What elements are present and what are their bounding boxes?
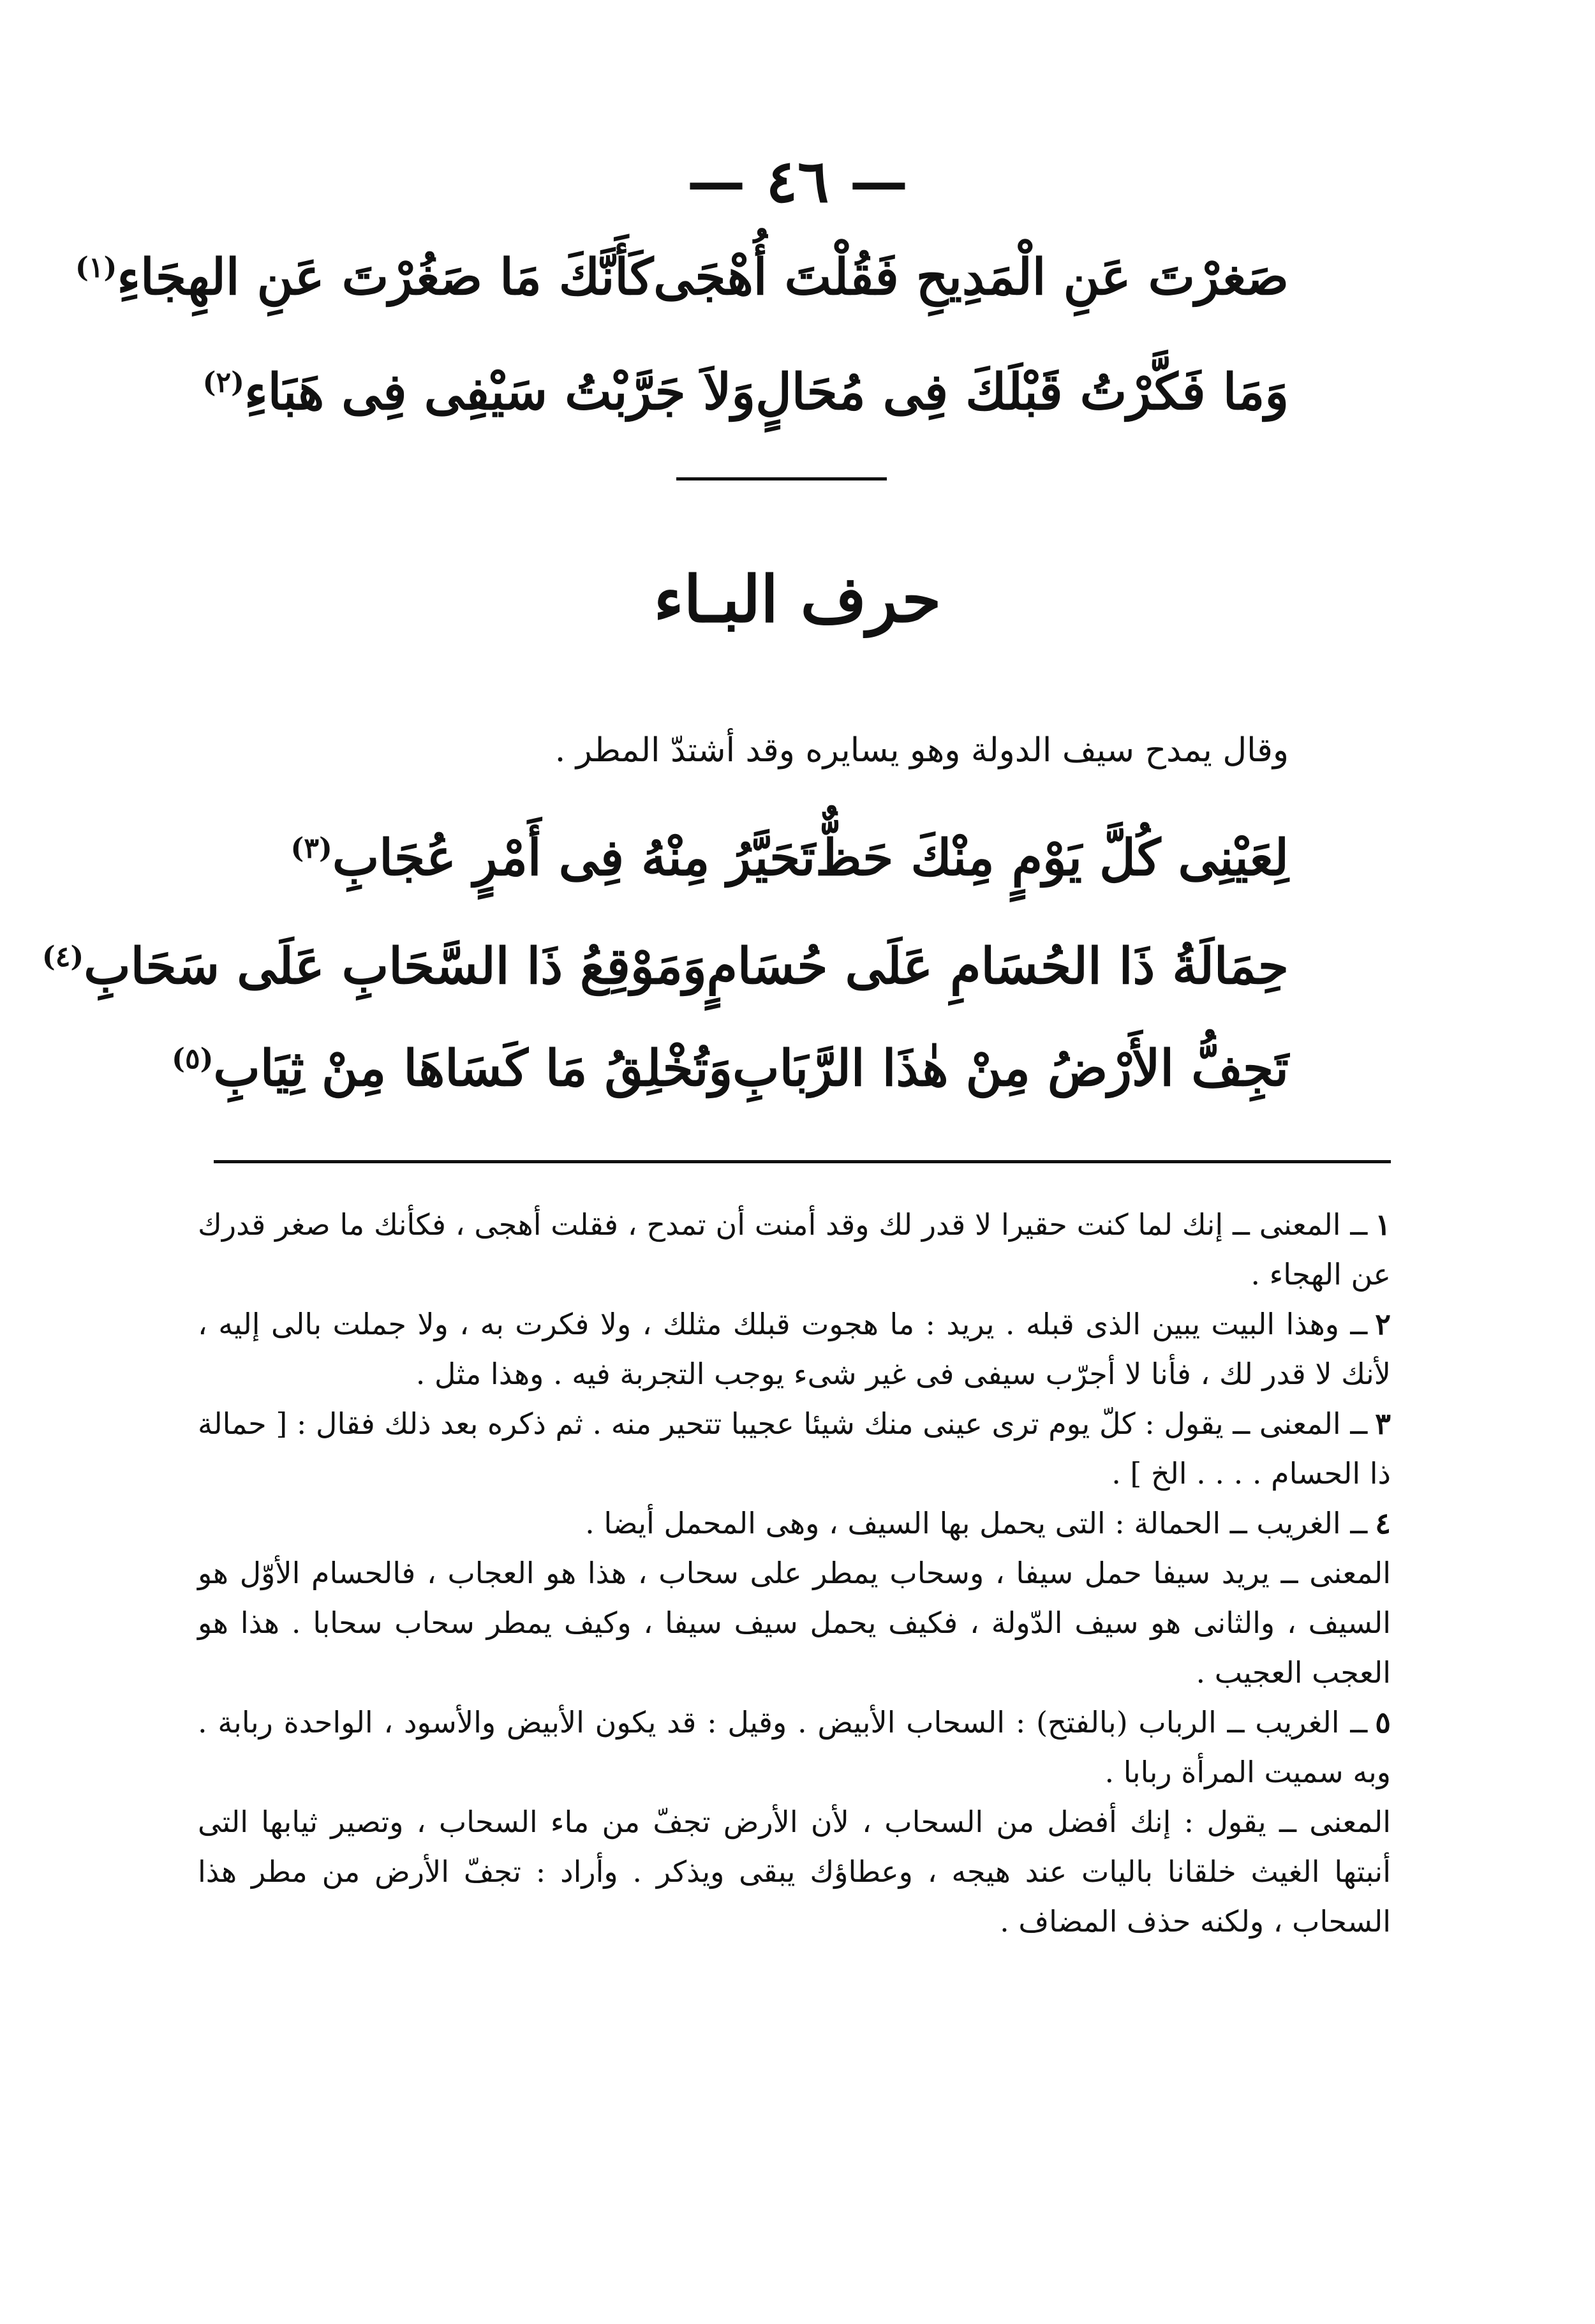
poem-introduction: وقال يمدح سيف الدولة وهو يسايره وقد أشتدّ المطر . [554,731,1289,770]
verse-second-hemistich [203,362,755,422]
footnote [198,1200,1391,1299]
verse-line [75,230,1289,325]
footnote-number: ٥ [1375,1705,1391,1739]
verse-first-hemistich: لِعَيْنِى كُلَّ يَوْمٍ مِنْكَ حَظٌّ [815,829,1289,888]
footnote-number: ١ [1375,1207,1391,1242]
footnote-text: ــ المعنى ــ يقول : كلّ يوم ترى عينى منك شيئا عجيبا تتحير منه . ثم ذكره بعد ذلك فقال : [ حمالة ذا الحسام . . . . الخ ] . [198,1406,1391,1491]
verse-second-hemistich [42,937,707,997]
footnote-divider [214,1160,1391,1163]
page-number: — ٤٦ — [686,147,909,216]
footnote-text: المعنى ــ يريد سيفا حمل سيفا ، وسحاب يمطر على سحاب ، هذا هو العجاب ، فالحسام الأوّل هو السيف ، والثانى هو سيف الدّولة ، فكيف يحمل سيف سيفا ، وكيف يمطر سحاب سحابا . هذا هو العجب العجيب . [198,1556,1391,1690]
hemistich-text: تَحَيَّرُ مِنْهُ فِى أَمْرٍ عُجَابِ [332,829,816,888]
footnote-number: ٤ [1375,1506,1391,1540]
hemistich-text: وَتُخْلِقُ مَا كَسَاهَا مِنْ ثِيَابِ [213,1039,733,1098]
footnote-text: ــ الغريب ــ الرباب (بالفتح) : السحاب الأبيض . وقيل : قد يكون الأبيض والأسود ، الواحدة ربابة . وبه سميت المرأة ربابا . [198,1705,1391,1789]
verse-first-hemistich: صَغرْتَ عَنِ الْمَدِيحِ فَقُلْتَ أُهْجَى [653,248,1289,307]
verse-second-hemistich [172,1039,732,1099]
verse-line [172,1021,1289,1117]
footnote [198,1697,1391,1797]
verse-line [202,345,1289,440]
hemistich-text: كَأَنَّكَ مَا صَغُرْتَ عَنِ الهِجَاءِ [117,248,654,307]
footnotes [198,1200,1391,1946]
hemistich-text: وَلاَ جَرَّبْتُ سَيْفِى فِى هَبَاءِ [244,363,756,422]
verse-first-hemistich: وَمَا فَكَّرْتُ قَبْلَكَ فِى مُحَالٍ [755,363,1289,422]
chapter-heading: حرف البـاء [653,562,942,637]
footnote [198,1299,1391,1399]
footnote-text: ــ المعنى ــ إنك لما كنت حقيرا لا قدر لك وقد أمنت أن تمدح ، فقلت أهجى ، فكأنك ما صغر قدرك عن الهجاء . [198,1207,1391,1292]
footnote-number: ٣ [1375,1406,1391,1441]
verse-first-hemistich: تَجِفُّ الأَرْضُ مِنْ هٰذَا الرَّبَابِ [732,1039,1289,1098]
verse-line [41,919,1289,1015]
footnote-text: المعنى ــ يقول : إنك أفضل من السحاب ، لأن الأرض تجفّ من ماء السحاب ، وتصير ثيابها التى أنبتها الغيث خلقانا باليات عند هيجه ، وعطاؤك يبقى ويذكر . وأراد : تجفّ الأرض من مطر هذا السحاب ، ولكنه حذف المضاف . [198,1805,1391,1939]
footnote-text: ــ الغريب ــ الحمالة : التى يحمل بها السيف ، وهى المحمل أيضا . [585,1506,1368,1540]
footnote-continuation [198,1797,1391,1946]
verse-second-hemistich [291,828,816,888]
footnote-number: ٢ [1375,1307,1391,1341]
footnote-continuation [198,1548,1391,1697]
footnote-text: ــ وهذا البيت يبين الذى قبله . يريد : ما هجوت قبلك مثلك ، ولا فكرت به ، ولا جملت بالى إليه ، لأنك لا قدر لك ، فأنا لا أجرّب سيفى فى غير شىء يوجب التجربة فيه . وهذا مثل . [198,1307,1391,1391]
footnote [198,1498,1391,1548]
section-divider [676,477,887,480]
verse-second-hemistich [75,248,653,308]
footnote [198,1399,1391,1498]
footnote-marker: (٥) [172,1043,214,1076]
verse-first-hemistich: حِمَالَةُ ذَا الحُسَامِ عَلَى حُسَامٍ [706,937,1289,996]
footnote-marker: (١) [75,251,117,285]
footnote-marker: (٤) [41,941,84,974]
verse-line [290,810,1289,906]
footnote-marker: (٢) [202,366,244,399]
footnote-marker: (٣) [290,832,332,865]
hemistich-text: وَمَوْقِعُ ذَا السَّحَابِ عَلَى سَحَابِ [84,937,707,996]
